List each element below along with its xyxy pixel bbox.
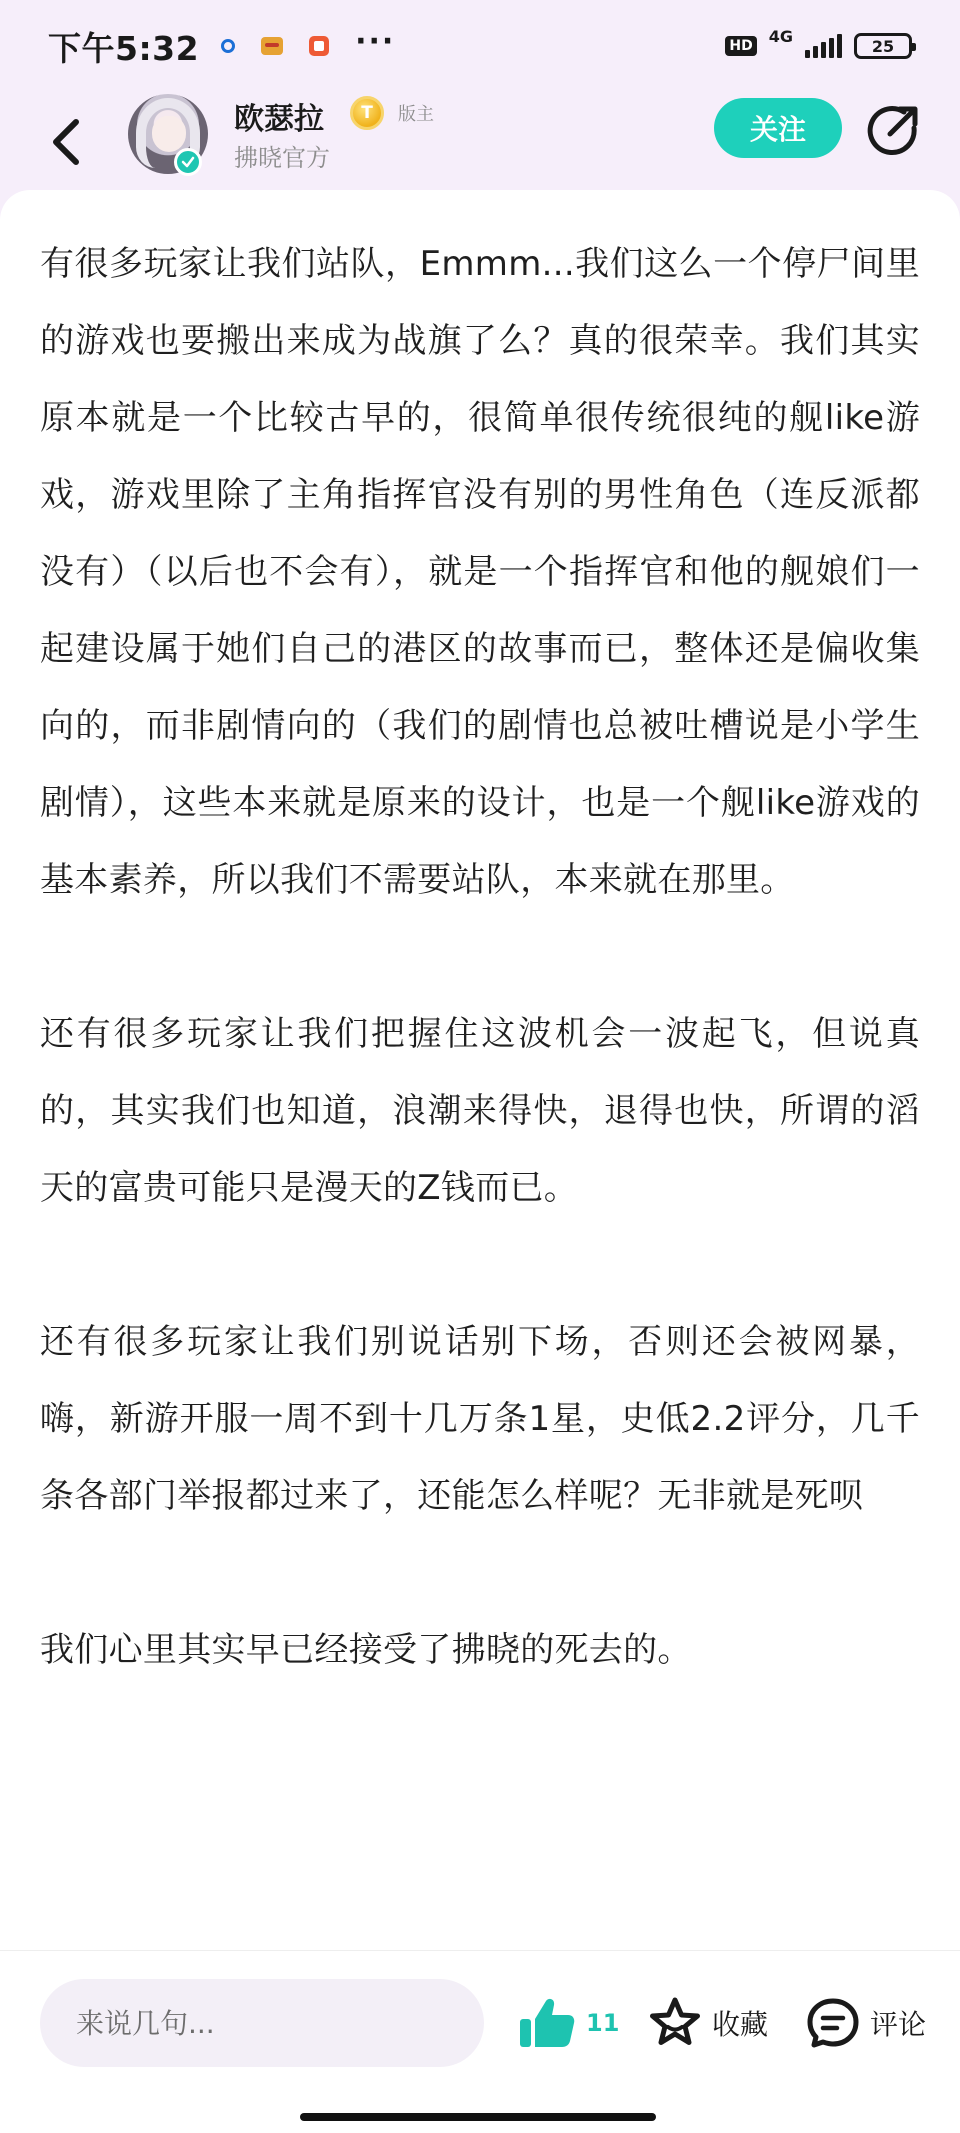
status-bar bbox=[0, 0, 960, 92]
author-name[interactable]: 欧瑟拉 bbox=[234, 102, 324, 137]
favorite-button[interactable] bbox=[648, 1991, 768, 2055]
back-arrow-icon[interactable] bbox=[44, 112, 88, 172]
level-badge: T bbox=[350, 96, 384, 130]
moderator-tag: 版主 bbox=[398, 104, 434, 125]
post-paragraph: 还有很多玩家让我们把握住这波机会一波起飞，但说真的，其实我们也知道，浪潮来得快，退得也快，所谓的滔天的富贵可能只是漫天的Z钱而已。 bbox=[40, 1014, 920, 1208]
hd-badge: HD bbox=[725, 36, 756, 56]
battery-level: 25 bbox=[871, 36, 895, 56]
star-icon bbox=[648, 1997, 702, 2049]
like-count: 11 bbox=[586, 2009, 620, 2037]
comment-label: 评论 bbox=[870, 2008, 927, 2041]
app-notification-icon bbox=[261, 37, 283, 55]
post-paragraph: 还有很多玩家让我们别说话别下场，否则还会被网暴，嗨，新游开服一周不到十几万条1星，史低2.2评分，几千条各部门举报都过来了，还能怎么样呢？无非就是死呗 bbox=[40, 1322, 920, 1516]
status-system-icons bbox=[725, 26, 912, 59]
comment-icon bbox=[806, 1997, 860, 2049]
share-icon[interactable] bbox=[864, 100, 924, 160]
status-time: 下午5:32 bbox=[48, 28, 200, 68]
verified-icon bbox=[174, 148, 202, 176]
app-notification-icon-2 bbox=[309, 36, 329, 56]
comment-button[interactable] bbox=[806, 1991, 926, 2055]
home-indicator[interactable] bbox=[300, 2113, 656, 2121]
signal-icon bbox=[805, 34, 842, 58]
favorite-label: 收藏 bbox=[712, 2008, 769, 2041]
more-notifications-icon: ··· bbox=[355, 23, 396, 59]
post-paragraph: 有很多玩家让我们站队，Emmm...我们这么一个停尸间里的游戏也要搬出来成为战旗了么？真的很荣幸。我们其实原本就是一个比较古早的，很简单很传统很纯的舰like游戏，游戏里除了主角指挥官没有别的男性角色（连反派都没有）（以后也不会有），就是一个指挥官和他的舰娘们一起建设属于她们自己的港区的故事而已，整体还是偏收集向的，而非剧情向的（我们的剧情也总被吐槽说是小学生剧情），这些本来就是原来的设计，也是一个舰like游戏的基本素养，所以我们不需要站队，本来就在那里。 bbox=[40, 244, 920, 900]
bottom-action-bar bbox=[0, 1950, 960, 2133]
comment-input[interactable] bbox=[40, 1979, 484, 2067]
author-subtitle: 拂晓官方 bbox=[234, 144, 330, 172]
battery-icon bbox=[854, 33, 912, 59]
follow-button[interactable]: 关注 bbox=[714, 98, 842, 158]
post-paragraph: 我们心里其实早已经接受了拂晓的死去的。 bbox=[40, 1630, 692, 1670]
post-content bbox=[0, 190, 960, 1950]
thumbs-up-icon bbox=[518, 1997, 576, 2049]
notification-dot-icon bbox=[221, 39, 235, 53]
post-header bbox=[0, 92, 960, 196]
status-notification-icons bbox=[221, 23, 396, 59]
network-type: 4G bbox=[768, 26, 793, 46]
like-button[interactable] bbox=[518, 1991, 619, 2055]
